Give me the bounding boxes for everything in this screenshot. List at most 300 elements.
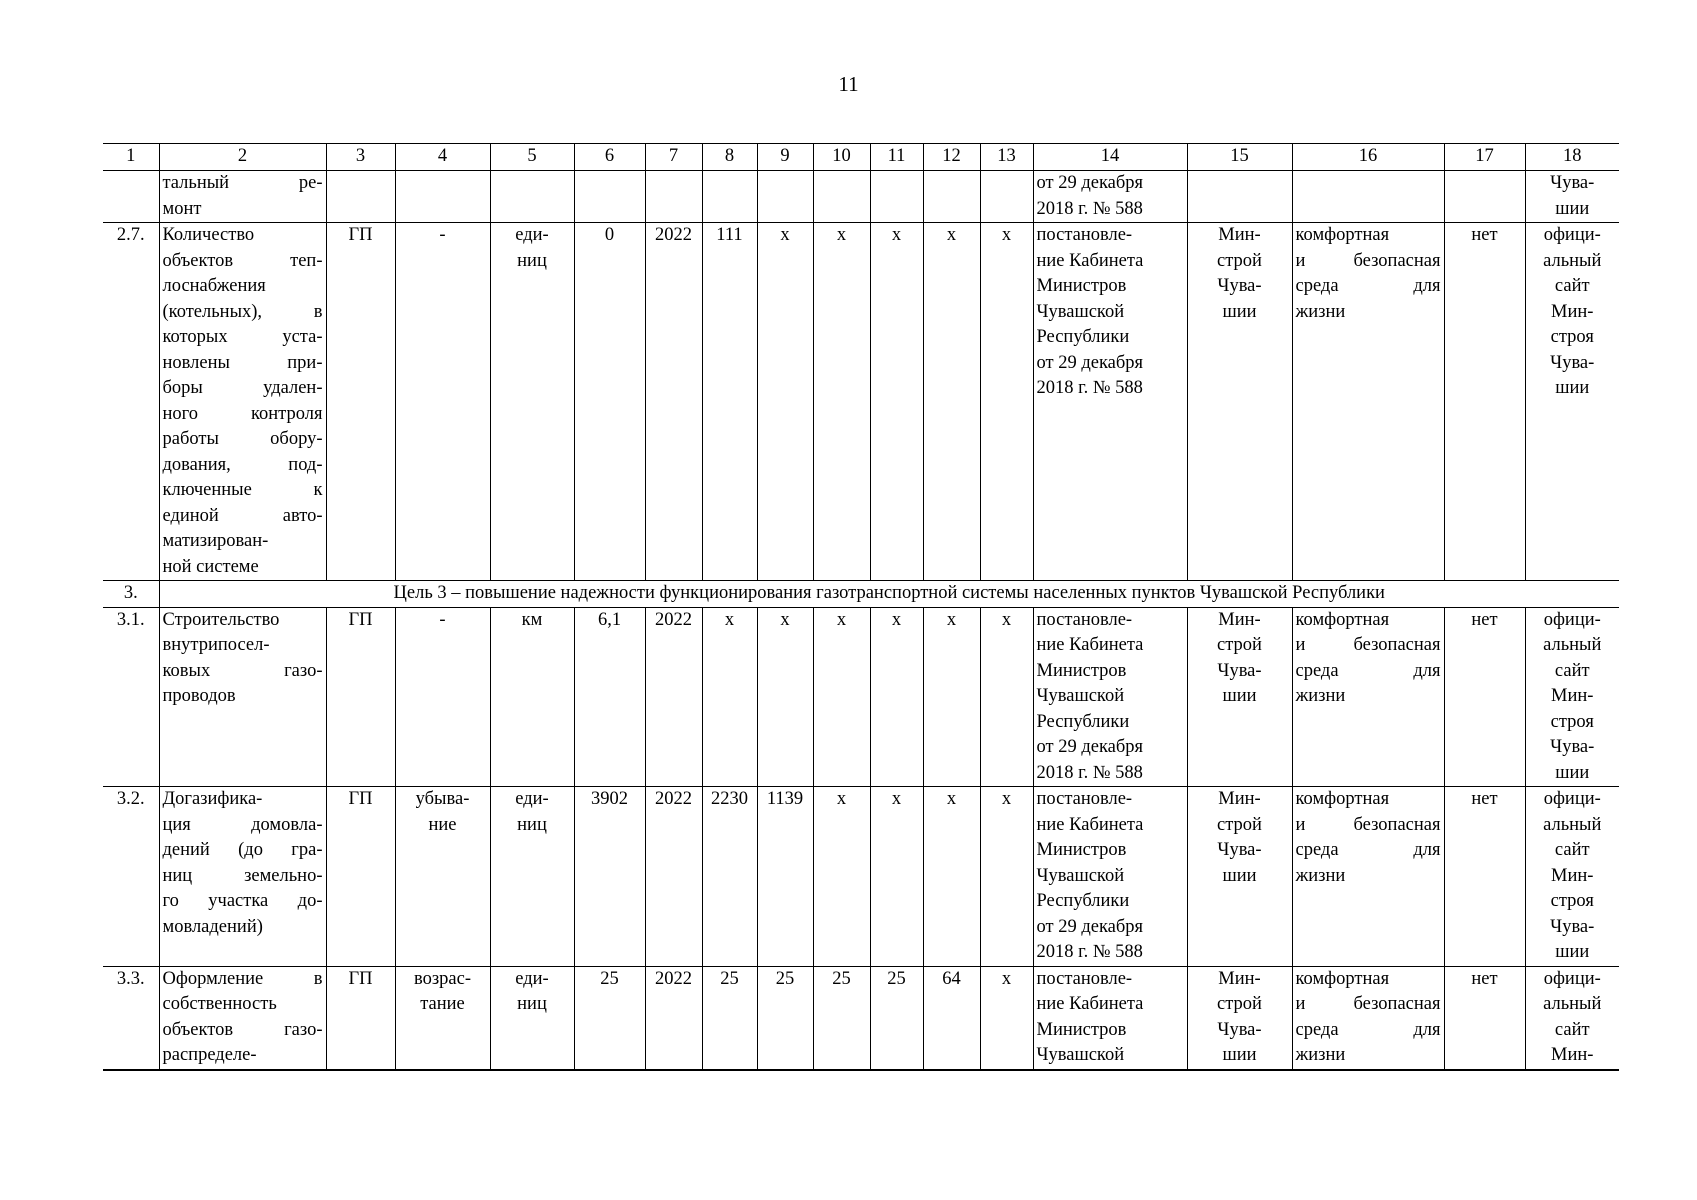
cell-line: 6,1 [597,609,622,630]
cell-line: го участка до- [162,891,323,911]
cell-line: х [724,609,735,630]
responsible-body [1187,787,1292,967]
cell-line: 3 [355,146,366,166]
cell-line: Мин- [1551,865,1594,886]
period-value-13 [980,966,1033,1070]
cell-line: ковых газо- [162,660,323,681]
indicator-name [159,787,326,967]
cell-line: строй [1217,994,1262,1014]
cell-line: шии [1222,865,1257,886]
empty-cell [645,171,702,223]
cell-line: возрас- [414,968,471,989]
period-value-13 [980,787,1033,967]
cell-line: жизни [1295,301,1346,322]
period-value-11 [870,607,923,787]
cell-line: Догазифика- [162,789,263,809]
period-value-10 [813,223,870,581]
period-value-8 [702,223,757,581]
empty-cell [813,171,870,223]
cell-line: дений (до гра- [162,840,323,860]
empty-cell [923,171,980,223]
cell-line: Министров [1036,660,1127,681]
row-number [103,223,159,581]
cell-line: ГП [348,789,373,809]
cell-line: 12 [942,146,961,166]
cell-line: 18 [1563,146,1582,166]
cell-line: - [439,609,446,630]
goal-text [159,581,1619,608]
period-value-10 [813,966,870,1070]
cell-line: сайт [1554,1019,1590,1040]
cell-line: комфортная [1295,609,1390,630]
cell-line: 3.2. [116,789,145,809]
cell-line: 14 [1100,146,1120,166]
cell-line: 1 [126,146,136,166]
cell-line: х [1001,968,1012,989]
cell-line: Министров [1036,1019,1127,1040]
cell-line: шии [1222,686,1257,706]
trend-direction [395,966,490,1070]
national-project [1292,223,1444,581]
period-value-13 [980,223,1033,581]
cell-line: проводов [162,686,236,706]
cell-line: от 29 декабря [1036,916,1144,937]
cell-line: 2230 [711,789,748,809]
cell-line: жизни [1295,865,1346,886]
cell-line: 16 [1358,146,1378,166]
legal-document [1033,607,1187,787]
cell-line: ние Кабинета [1036,635,1144,655]
empty-cell [1292,171,1444,223]
cell-line: строй [1217,250,1262,271]
cell-line: строя [1550,891,1594,911]
cell-line: Чува- [1217,1019,1262,1040]
cell-line: 2.7. [116,225,145,245]
cell-line: х [946,609,957,630]
cell-line: шии [1222,1045,1257,1065]
cell-line: 25 [887,968,906,989]
responsible-body [1187,223,1292,581]
cell-line: Чува- [1217,660,1262,681]
cell-line: ниц [517,250,547,271]
trend-direction [395,223,490,581]
cell-line: альный [1543,250,1602,271]
cell-line: единой авто- [162,505,323,526]
legal-document [1033,966,1187,1070]
cell-line: среда для [1295,1019,1441,1040]
column-number-4 [395,144,490,171]
cell-line: нет [1471,225,1498,245]
cell-line: комфортная [1295,789,1390,809]
cell-line: (котельных), в [162,301,323,322]
cell-line: мовладений) [162,916,263,937]
publication-source [1525,966,1619,1070]
period-value-11 [870,223,923,581]
cell-line: тание [420,994,465,1014]
indicator-name [159,171,326,223]
cell-line: и безопасная [1295,814,1441,835]
cell-line: 7 [668,146,679,166]
unit [490,787,574,967]
cell-line: 15 [1230,146,1249,166]
base-year [645,966,702,1070]
indicator-name [159,223,326,581]
cell-line: постановле- [1036,968,1133,989]
cell-line: Чува- [1217,276,1262,296]
cell-line: шии [1222,301,1257,322]
row-number [103,581,159,608]
cell-line: Министров [1036,840,1127,860]
cell-line: ция домовла- [162,814,323,835]
cell-line: Чувашской [1036,301,1125,322]
table-row [103,966,1619,1070]
cell-line: 111 [716,225,743,245]
cell-line: шии [1555,378,1590,398]
cell-line: от 29 декабря [1036,352,1144,373]
indicator-name [159,607,326,787]
period-value-12 [923,607,980,787]
empty-cell [490,171,574,223]
period-value-9 [757,787,813,967]
cell-line: х [836,609,847,630]
column-number-17 [1444,144,1525,171]
cell-line: ниц [517,994,547,1014]
goal-row [103,581,1619,608]
empty-cell [103,171,159,223]
column-number-11 [870,144,923,171]
column-number-3 [326,144,395,171]
cell-line: Республики [1036,891,1130,911]
page-number: 11 [838,72,859,96]
cell-line: 25 [600,968,619,989]
cell-line: нет [1471,609,1498,630]
period-value-10 [813,607,870,787]
publication-source [1525,171,1619,223]
cell-line: ние [428,814,457,835]
cell-line: строя [1550,711,1594,732]
column-number-12 [923,144,980,171]
cell-line: Чува- [1217,840,1262,860]
cell-line: постановле- [1036,789,1133,809]
unit [490,607,574,787]
cell-line: работы обору- [162,429,323,449]
base-value [574,607,645,787]
column-number-7 [645,144,702,171]
publication-source [1525,223,1619,581]
cell-line: еди- [515,968,549,989]
cell-line: 25 [720,968,739,989]
table-row [103,171,1619,223]
column-number-5 [490,144,574,171]
period-value-8 [702,607,757,787]
cell-line: строй [1217,814,1262,835]
base-year [645,223,702,581]
cell-line: комфортная [1295,968,1390,989]
column-number-15 [1187,144,1292,171]
cell-line: боры удален- [162,378,323,398]
cell-line: альный [1543,635,1602,655]
base-year [645,607,702,787]
cell-line: Строительство [162,609,280,630]
cell-line: х [891,609,902,630]
cell-line: Мин- [1218,789,1261,809]
cell-line: тальный ре- [162,173,323,193]
cell-line: ние Кабинета [1036,994,1144,1014]
cell-line: 4 [437,146,448,166]
cell-line: 2 [237,146,248,166]
indicator-level [326,966,395,1070]
period-value-9 [757,607,813,787]
column-numbers-row [103,144,1619,171]
cell-line: среда для [1295,660,1441,681]
cell-line: которых уста- [162,327,323,347]
cell-line: распределе- [162,1045,257,1065]
cell-line: 8 [724,146,735,166]
cell-line: нет [1471,789,1498,809]
cell-line: ключенные к [162,480,323,500]
trend-direction [395,787,490,967]
period-value-11 [870,787,923,967]
cell-line: нет [1471,968,1498,989]
empty-cell [1187,171,1292,223]
cell-line: еди- [515,225,549,245]
cell-line: Чува- [1550,737,1595,757]
legal-document [1033,171,1187,223]
cell-line: Количество [162,225,255,245]
period-value-12 [923,787,980,967]
cell-line: ние Кабинета [1036,814,1144,835]
cell-line: 13 [997,146,1016,166]
cell-line: 3902 [591,789,628,809]
cell-line: км [521,609,543,630]
national-project [1292,607,1444,787]
cell-line: х [1001,225,1012,245]
cell-line: и безопасная [1295,250,1441,271]
cell-line: 0 [604,225,615,245]
column-number-14 [1033,144,1187,171]
column-number-8 [702,144,757,171]
base-value [574,223,645,581]
cell-line: дования, под- [162,454,323,475]
cell-line: 25 [775,968,795,989]
cell-line: Мин- [1218,609,1261,630]
empty-cell [980,171,1033,223]
cell-line: постановле- [1036,225,1133,245]
cell-line: строя [1550,327,1594,347]
cell-line: х [780,609,790,630]
cell-line: х [891,225,902,245]
cell-line: шии [1555,198,1590,219]
period-value-8 [702,966,757,1070]
responsible-body [1187,966,1292,1070]
column-number-18 [1525,144,1619,171]
empty-cell [702,171,757,223]
legal-document [1033,787,1187,967]
empty-cell [757,171,813,223]
cell-line: х [1001,609,1012,630]
cell-line: 2022 [655,968,692,989]
cell-line: Республики [1036,711,1130,732]
unit [490,223,574,581]
cell-line: альный [1543,814,1602,835]
cell-line: ниц земельно- [162,865,323,886]
cell-line: 9 [780,146,790,166]
cell-line: 3. [123,583,138,603]
cell-line: ГП [348,609,373,630]
cell-line: Республики [1036,327,1130,347]
cell-line: - [439,225,446,245]
cell-line: 11 [887,146,906,166]
cell-line: офици- [1543,789,1601,809]
cell-line: х [1001,789,1012,809]
period-value-9 [757,966,813,1070]
cell-line: матизирован- [162,531,269,551]
base-year [645,787,702,967]
cell-line: Мин- [1551,1045,1594,1065]
cell-line: х [780,225,790,245]
base-value [574,966,645,1070]
cell-line: офици- [1543,968,1601,989]
column-number-13 [980,144,1033,171]
cell-line: монт [162,198,202,219]
indicator-level [326,607,395,787]
legal-document [1033,223,1187,581]
column-number-2 [159,144,326,171]
cell-line: лоснабжения [162,276,266,296]
indicator-name [159,966,326,1070]
cell-line: ниц [517,814,547,835]
table-row [103,787,1619,967]
publication-source [1525,787,1619,967]
period-value-10 [813,787,870,967]
cell-line: среда для [1295,276,1441,296]
cell-line: и безопасная [1295,635,1441,655]
cell-line: Чува- [1550,916,1595,937]
cell-line: и безопасная [1295,994,1441,1014]
cell-line: 6 [604,146,615,166]
federal-indicator-flag [1444,607,1525,787]
cell-line: внутрипосел- [162,635,270,655]
row-number [103,787,159,967]
cell-line: 3.3. [116,968,145,989]
base-value [574,787,645,967]
indicators-table [103,143,1619,1071]
cell-line: Цель 3 – повышение надежности функционирования газотранспортной системы населенных пунктов Чувашской Республики [393,583,1385,603]
period-value-8 [702,787,757,967]
cell-line: 17 [1475,146,1494,166]
cell-line: собственность [162,994,277,1014]
cell-line: 2018 г. № 588 [1036,378,1143,398]
cell-line: Мин- [1218,225,1261,245]
cell-line: Мин- [1551,301,1594,322]
cell-line: строй [1217,635,1262,655]
cell-line: 2018 г. № 588 [1036,942,1143,962]
cell-line: Чува- [1550,352,1595,373]
cell-line: 3.1. [116,609,145,630]
cell-line: от 29 декабря [1036,737,1144,757]
cell-line: еди- [515,789,549,809]
cell-line: х [946,225,957,245]
cell-line: офици- [1543,225,1601,245]
cell-line: сайт [1554,840,1590,860]
cell-line: Чувашской [1036,686,1125,706]
empty-cell [870,171,923,223]
empty-cell [1444,171,1525,223]
indicator-level [326,223,395,581]
column-number-16 [1292,144,1444,171]
cell-line: жизни [1295,686,1346,706]
national-project [1292,787,1444,967]
table-row [103,607,1619,787]
period-value-12 [923,223,980,581]
cell-line: 2022 [655,609,692,630]
unit [490,966,574,1070]
cell-line: от 29 декабря [1036,173,1144,193]
empty-cell [574,171,645,223]
cell-line: 1139 [766,789,804,809]
cell-line: шии [1555,762,1590,783]
cell-line: Чува- [1550,173,1595,193]
cell-line: комфортная [1295,225,1390,245]
cell-line: объектов газо- [162,1019,323,1040]
cell-line: 10 [832,146,851,166]
cell-line: Чувашской [1036,1045,1125,1065]
cell-line: х [836,225,847,245]
period-value-11 [870,966,923,1070]
period-value-13 [980,607,1033,787]
empty-cell [326,171,395,223]
cell-line: ного контроля [162,403,323,424]
responsible-body [1187,607,1292,787]
period-value-9 [757,223,813,581]
cell-line: 5 [527,146,537,166]
cell-line: Министров [1036,276,1127,296]
cell-line: сайт [1554,276,1590,296]
cell-line: шии [1555,942,1590,962]
federal-indicator-flag [1444,966,1525,1070]
column-number-6 [574,144,645,171]
cell-line: объектов теп- [162,250,323,271]
cell-line: 2018 г. № 588 [1036,198,1143,219]
cell-line: постановле- [1036,609,1133,630]
column-number-1 [103,144,159,171]
publication-source [1525,607,1619,787]
cell-line: ние Кабинета [1036,250,1144,271]
cell-line: ГП [348,968,373,989]
empty-cell [395,171,490,223]
column-number-9 [757,144,813,171]
national-project [1292,966,1444,1070]
indicator-level [326,787,395,967]
cell-line: ной системе [162,556,259,577]
cell-line: Мин- [1551,686,1594,706]
cell-line: жизни [1295,1045,1346,1065]
cell-line: офици- [1543,609,1601,630]
period-value-12 [923,966,980,1070]
cell-line: новлены при- [162,352,323,373]
federal-indicator-flag [1444,787,1525,967]
cell-line: х [946,789,957,809]
federal-indicator-flag [1444,223,1525,581]
trend-direction [395,607,490,787]
table-row [103,223,1619,581]
row-number [103,966,159,1070]
cell-line: 64 [942,968,961,989]
column-number-10 [813,144,870,171]
cell-line: 2018 г. № 588 [1036,762,1143,783]
cell-line: среда для [1295,840,1441,860]
cell-line: 2022 [655,225,692,245]
